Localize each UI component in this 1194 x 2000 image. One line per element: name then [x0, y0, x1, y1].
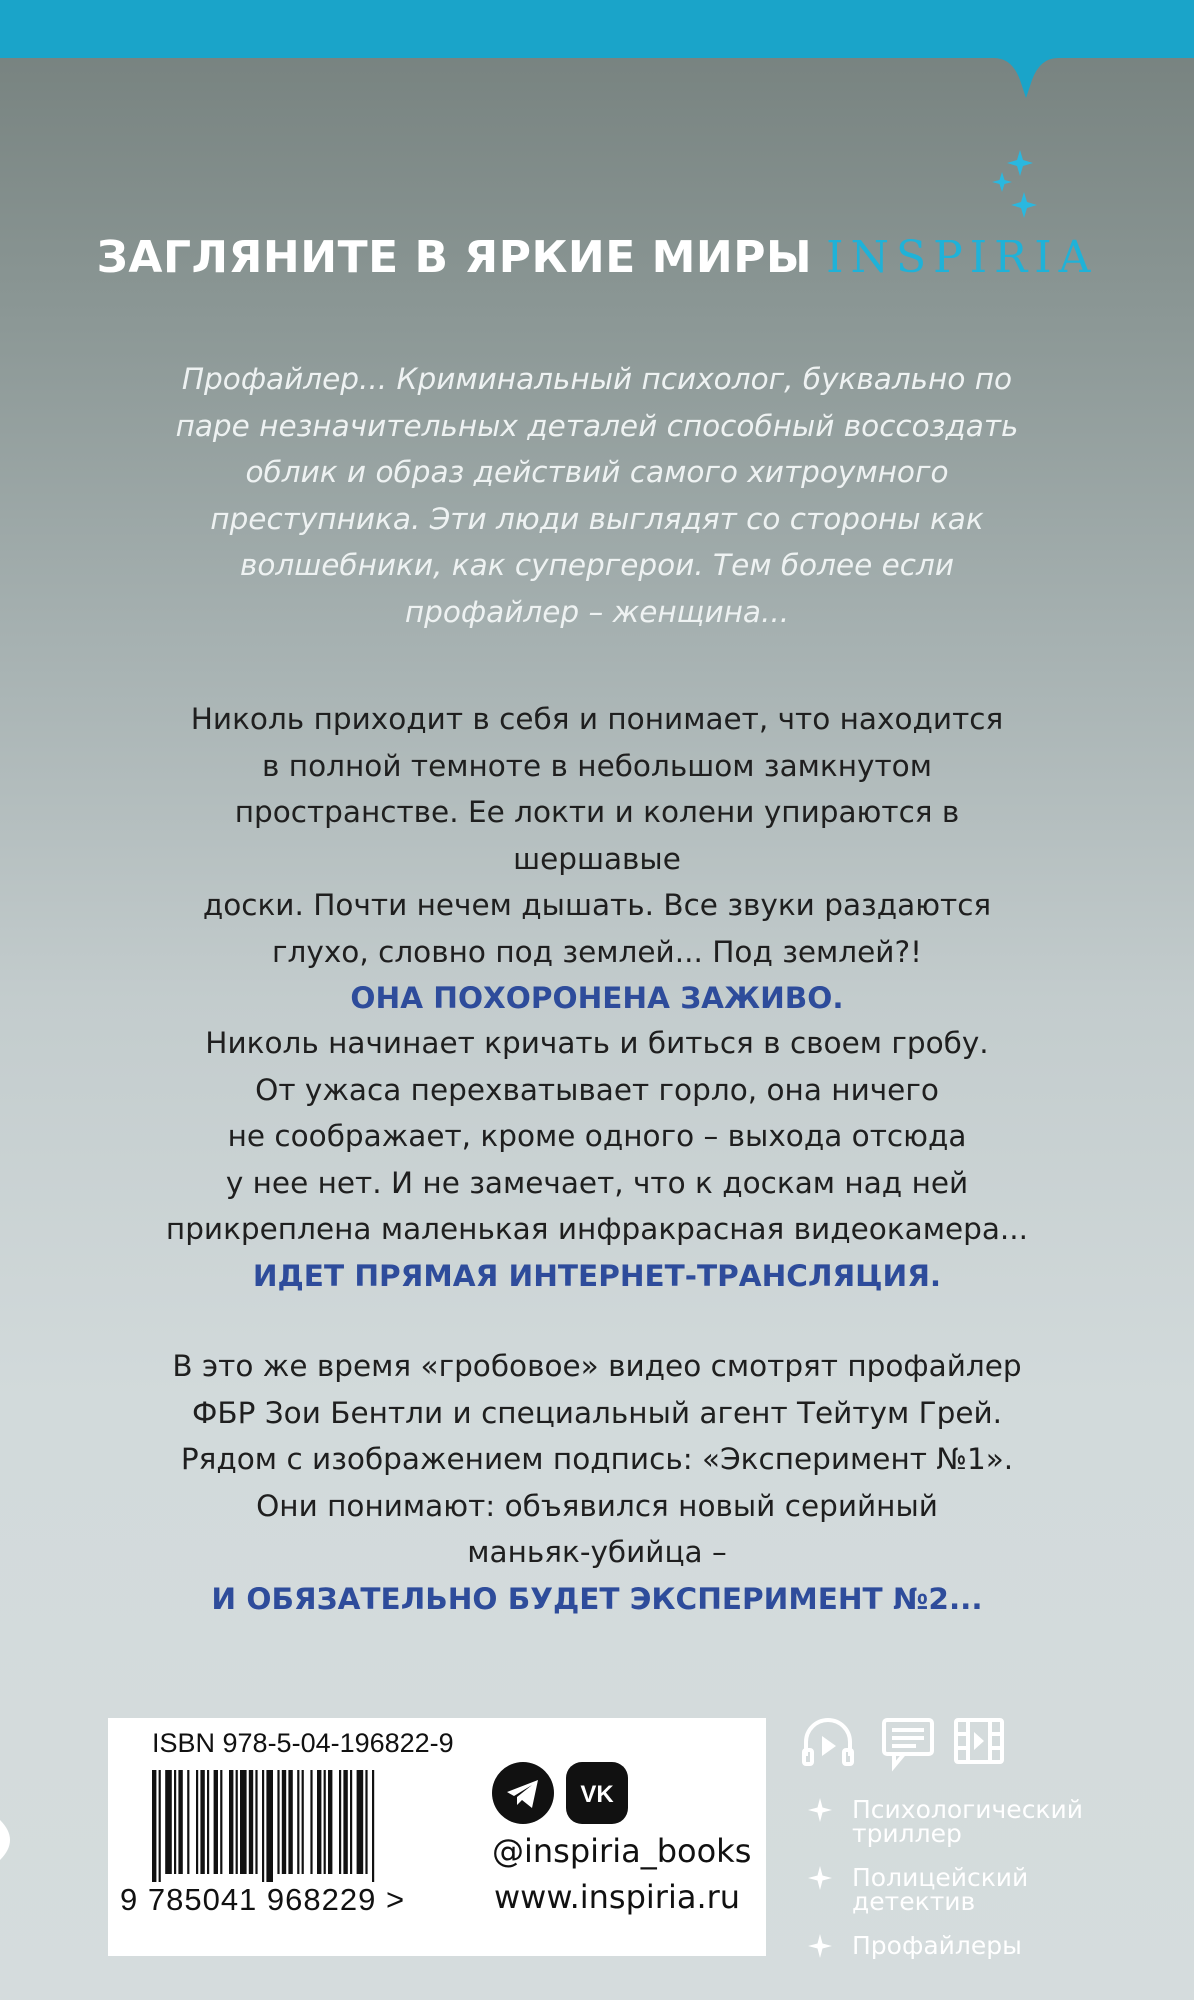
- social-handle[interactable]: @inspiria_books: [492, 1832, 752, 1870]
- intro-text: Профайлер... Криминальный психолог, буквально по паре незначительных деталей способный воссоздать облик и образ действий самого хитроумного преступника. Эти люди выглядят со стороны как волшебники, как супергерои. Тем более если профайлер – женщина...: [175, 362, 1019, 629]
- genre-label: Полицейский: [852, 1863, 1029, 1892]
- paragraph-line: ФБР Зои Бентли и специальный агент Тейтум Грей.: [191, 1395, 1003, 1430]
- film-icon: [956, 1720, 1002, 1762]
- paragraph-line: у нее нет. И не замечает, что к доскам над ней: [225, 1165, 969, 1200]
- accent-line: ОНА ПОХОРОНЕНА ЗАЖИВО.: [350, 981, 844, 1015]
- paragraph-line: Николь начинает кричать и биться в своем гробу.: [205, 1026, 989, 1060]
- genre-list: [808, 1795, 1108, 1978]
- sparkle-icon: [808, 1866, 832, 1890]
- paragraph-line: В это же время «гробовое» видео смотрят профайлер: [172, 1349, 1022, 1383]
- svg-text:VK: VK: [580, 1781, 614, 1808]
- paragraph-line: Они понимают: объявился новый серийный: [256, 1488, 938, 1523]
- barcode-digits: 9 785041 968229 >: [120, 1882, 406, 1917]
- paragraph-line: в полной темноте в небольшом замкнутом: [262, 748, 932, 783]
- paragraph-line: Рядом с изображением подпись: «Эксперимент №1».: [180, 1442, 1014, 1476]
- headline: [0, 232, 1194, 283]
- genre-label: триллер: [852, 1819, 962, 1848]
- paragraph-line: прикреплена маленькая инфракрасная видеокамера...: [165, 1212, 1029, 1246]
- paragraph-line: От ужаса перехватывает горло, она ничего: [255, 1072, 939, 1107]
- sparkle-icon: [990, 146, 1050, 226]
- ebook-icon: [884, 1720, 932, 1766]
- sparkle-icon: [808, 1798, 832, 1822]
- paragraph-line: маньяк-убийца –: [467, 1535, 727, 1569]
- accent-line: И ОБЯЗАТЕЛЬНО БУДЕТ ЭКСПЕРИМЕНТ №2...: [211, 1581, 983, 1616]
- paragraph-line: Николь приходит в себя и понимает, что находится: [190, 702, 1004, 736]
- telegram-icon[interactable]: [492, 1762, 554, 1824]
- vk-icon[interactable]: [566, 1762, 628, 1824]
- genre-item: [808, 1863, 1108, 1916]
- brand-name: INSPIRIA: [826, 232, 1098, 283]
- headline-main: ЗАГЛЯНИТЕ В ЯРКИЕ МИРЫ: [96, 232, 813, 283]
- barcode-bars: [152, 1770, 444, 1882]
- genre-item: [808, 1931, 1108, 1960]
- website-link[interactable]: www.inspiria.ru: [494, 1878, 741, 1916]
- paragraph-line: глухо, словно под землей... Под землей?!: [272, 934, 922, 969]
- isbn-label: ISBN 978-5-04-196822-9: [152, 1728, 454, 1758]
- paragraph-2: [150, 1020, 1044, 1299]
- paragraph-line: доски. Почти нечем дышать. Все звуки раздаются: [202, 888, 992, 922]
- genre-label: детектив: [852, 1887, 976, 1916]
- genre-label: Психологический: [852, 1795, 1084, 1824]
- paragraph-1: [150, 696, 1044, 1022]
- audiobook-icon: [804, 1720, 852, 1764]
- genre-item: [808, 1795, 1108, 1848]
- paragraph-line: не соображает, кроме одного – выхода отсюда: [227, 1119, 967, 1153]
- top-band: [0, 0, 1194, 140]
- format-icons: [800, 1712, 1020, 1772]
- paragraph-line: пространстве. Ее локти и колени упираются в шершавые: [234, 795, 960, 876]
- paragraph-3: [150, 1343, 1044, 1622]
- sparkle-icon: [808, 1934, 832, 1958]
- genre-label: Профайлеры: [852, 1931, 1022, 1960]
- accent-line: ИДЕТ ПРЯМАЯ ИНТЕРНЕТ-ТРАНСЛЯЦИЯ.: [252, 1258, 942, 1293]
- barcode-box: [108, 1718, 766, 1956]
